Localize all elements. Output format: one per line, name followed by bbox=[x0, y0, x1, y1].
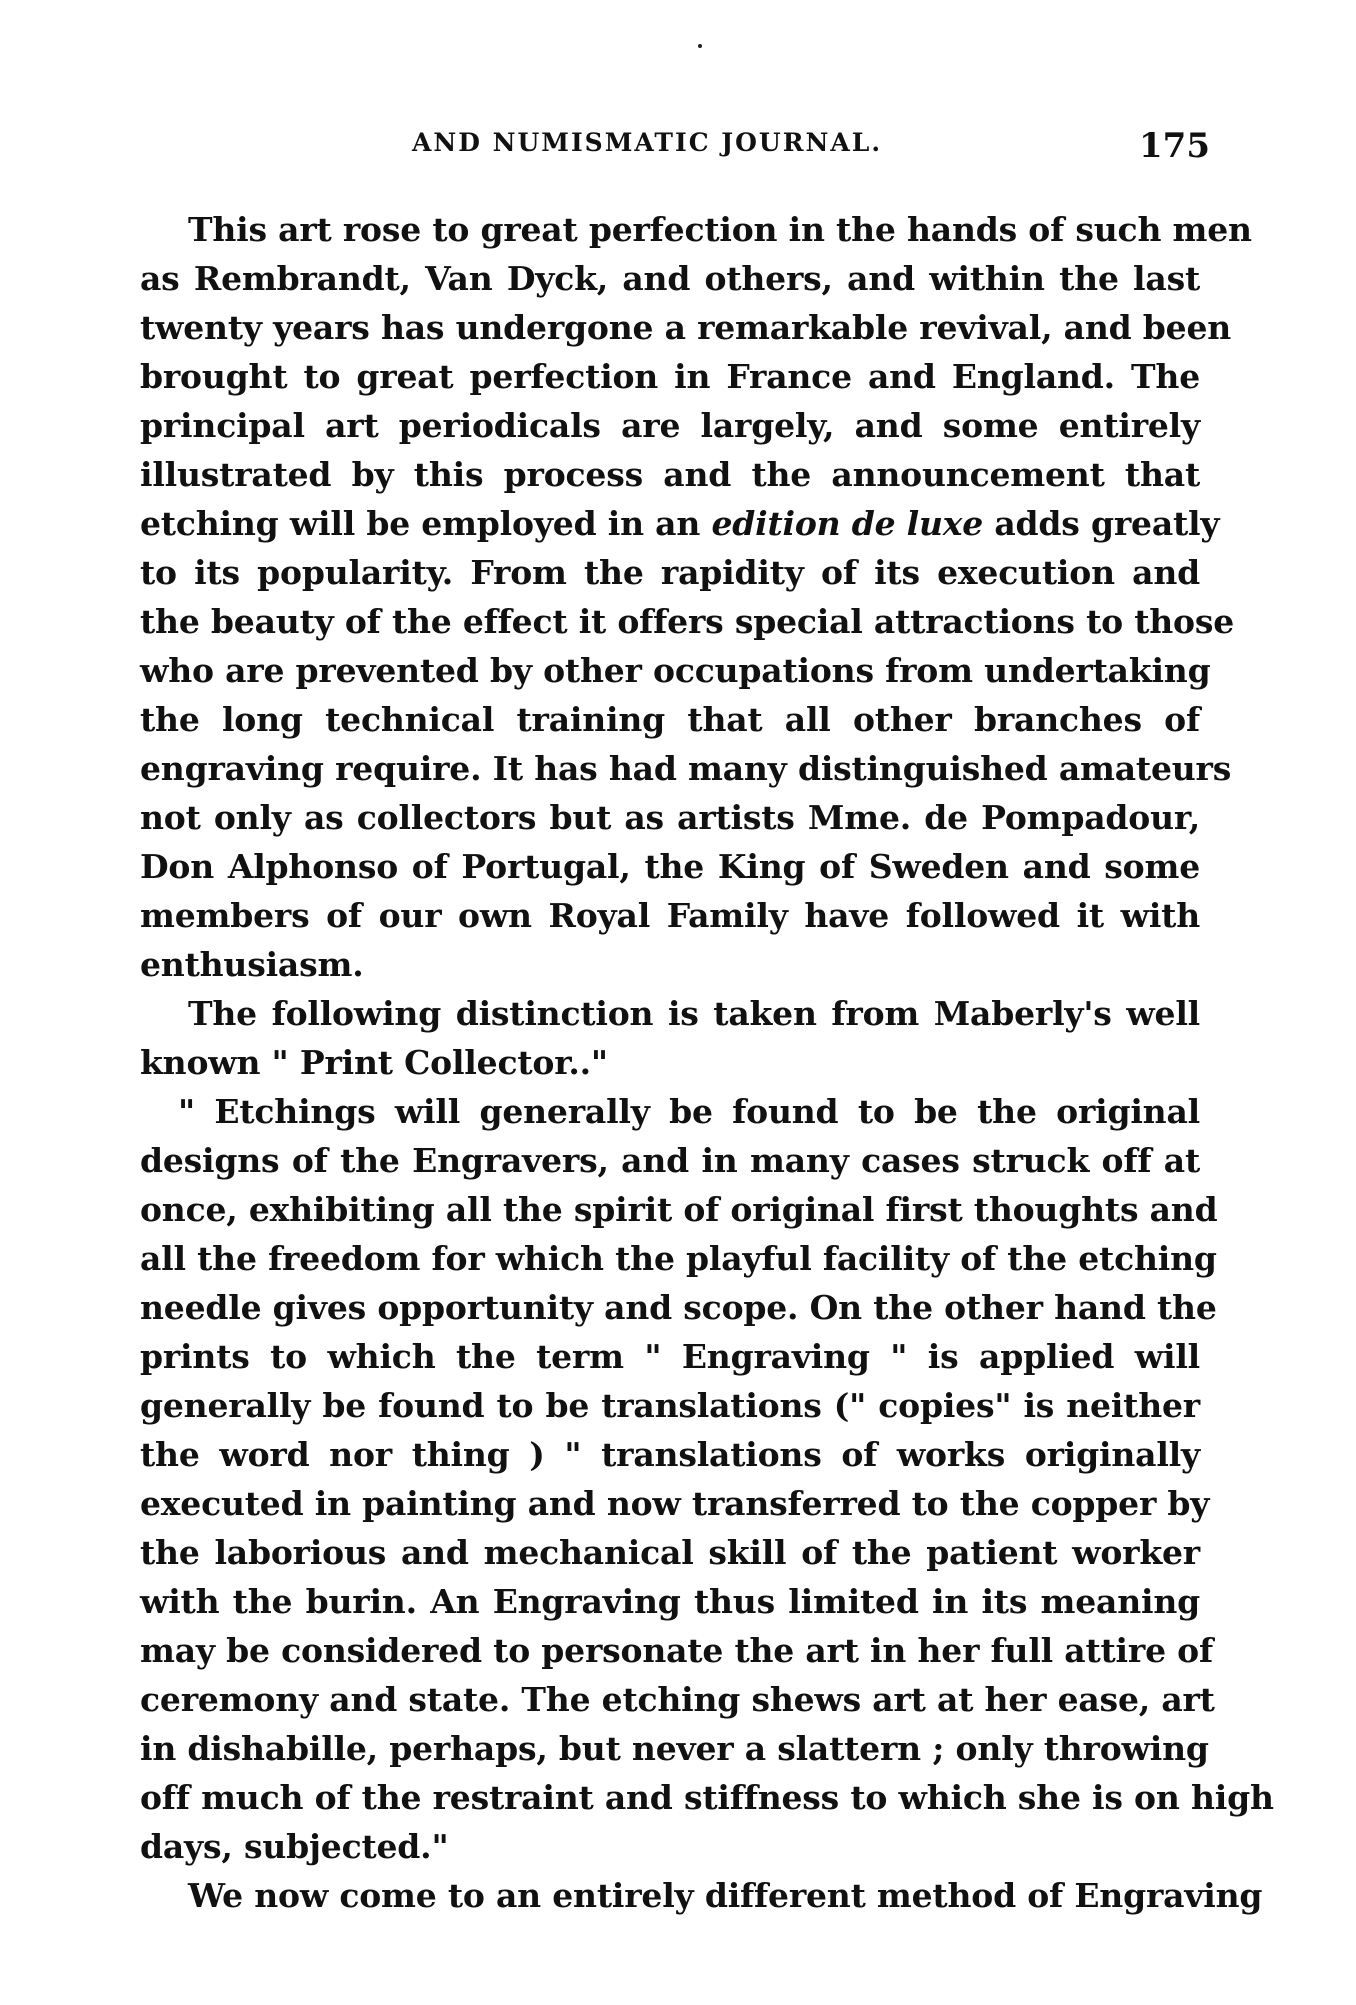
text-line: to its popularity. From the rapidity of its execution and bbox=[140, 553, 1200, 592]
text-line: who are prevented by other occupations from undertaking bbox=[140, 651, 1211, 690]
text-line bbox=[140, 499, 1220, 548]
text-line: in dishabille, perhaps, but never a slattern ; only throwing bbox=[140, 1729, 1209, 1768]
text-line: We now come to an entirely different method of Engraving bbox=[188, 1876, 1263, 1915]
text-line: known " Print Collector.." bbox=[140, 1043, 608, 1082]
stray-ink-mark bbox=[698, 44, 702, 48]
text-line: the long technical training that all other branches of bbox=[140, 700, 1200, 739]
text-line: once, exhibiting all the spirit of original first thoughts and bbox=[140, 1190, 1218, 1229]
text-segment: adds greatly bbox=[994, 504, 1220, 543]
text-line: not only as collectors but as artists Mme. de Pompadour, bbox=[140, 798, 1200, 837]
text-line: " Etchings will generally be found to be the original bbox=[178, 1092, 1200, 1131]
body-text bbox=[140, 205, 1274, 1920]
text-line: days, subjected." bbox=[140, 1827, 449, 1866]
text-line: Don Alphonso of Portugal, the King of Sweden and some bbox=[140, 847, 1200, 886]
text-line: brought to great perfection in France and England. The bbox=[140, 357, 1200, 396]
text-line: This art rose to great perfection in the hands of such men bbox=[188, 210, 1252, 249]
text-line: engraving require. It has had many distinguished amateurs bbox=[140, 749, 1232, 788]
text-line: generally be found to be translations (" copies" is neither bbox=[140, 1386, 1200, 1425]
text-line: may be considered to personate the art in her full attire of bbox=[140, 1631, 1213, 1670]
text-line: needle gives opportunity and scope. On the other hand the bbox=[140, 1288, 1217, 1327]
text-line: The following distinction is taken from Maberly's well bbox=[188, 994, 1200, 1033]
text-line: designs of the Engravers, and in many cases struck off at bbox=[140, 1141, 1200, 1180]
text-line: enthusiasm. bbox=[140, 945, 364, 984]
text-segment: etching will be employed in an bbox=[140, 504, 701, 543]
text-line: ceremony and state. The etching shews art at her ease, art bbox=[140, 1680, 1215, 1719]
text-line: the beauty of the effect it offers special attractions to those bbox=[140, 602, 1235, 641]
text-line: the word nor thing ) " translations of works originally bbox=[140, 1435, 1200, 1474]
text-line: as Rembrandt, Van Dyck, and others, and within the last bbox=[140, 259, 1200, 298]
italic-phrase: edition de luxe bbox=[711, 504, 984, 543]
text-line: executed in painting and now transferred to the copper by bbox=[140, 1484, 1210, 1523]
text-line: with the burin. An Engraving thus limited in its meaning bbox=[140, 1582, 1200, 1621]
text-line: illustrated by this process and the announcement that bbox=[140, 455, 1200, 494]
text-line: twenty years has undergone a remarkable revival, and been bbox=[140, 308, 1232, 347]
text-line: principal art periodicals are largely, and some entirely bbox=[140, 406, 1200, 445]
page-number: 175 bbox=[1139, 126, 1210, 166]
text-line: the laborious and mechanical skill of the patient worker bbox=[140, 1533, 1200, 1572]
text-line: all the freedom for which the playful facility of the etching bbox=[140, 1239, 1217, 1278]
text-line: prints to which the term " Engraving " is applied will bbox=[140, 1337, 1200, 1376]
text-line: members of our own Royal Family have followed it with bbox=[140, 896, 1200, 935]
running-title: AND NUMISMATIC JOURNAL. bbox=[412, 128, 883, 157]
text-line: off much of the restraint and stiffness to which she is on high bbox=[140, 1778, 1274, 1817]
page-header bbox=[140, 126, 1210, 168]
